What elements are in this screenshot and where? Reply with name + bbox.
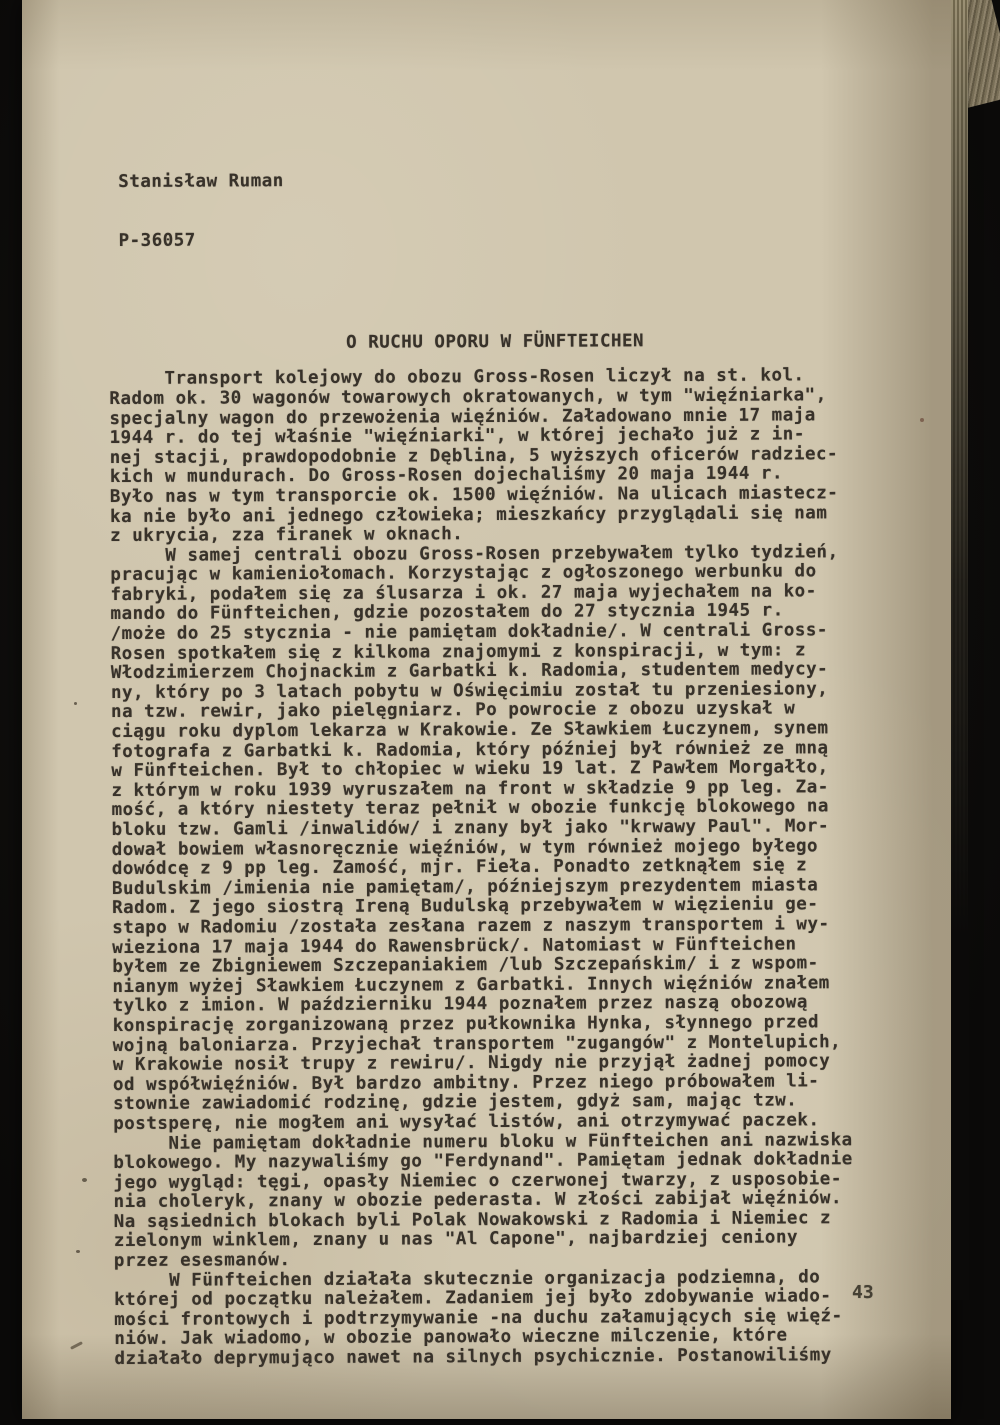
- paragraph-transport: Transport kolejowy do obozu Gross-Rosen liczył na st. kol. Radom ok. 30 wagonów towarowych okratowanych, w tym "więźniarka", specjalny wagon do przewożenia więźniów. Załadowano mnie 17 maja 1944 r. do tej właśnie "więźniarki", w której jechało już z in- nej stacji, prawdopodobnie z Dęblina, 5 wyższych oficerów radziec- kich w mundurach. Do Gross-Rosen dojechaliśmy 20 maja 1944 r. Było nas w tym transporcie ok. 1500 więźniów. Na ulicach miastecz- ka nie było ani jednego człowieka; mieszkańcy przyglądali się nam z ukrycia, zza firanek w oknach.: [109, 365, 839, 547]
- page-edge-shadow: [951, 0, 969, 1300]
- author-name: Stanisław Ruman: [118, 171, 284, 193]
- document-title: O RUCHU OPORU W FÜNFTEICHEN: [346, 330, 645, 353]
- reference-number: P-36057: [118, 230, 196, 251]
- margin-mark: [70, 1341, 83, 1350]
- typewritten-content: [108, 130, 886, 1370]
- document-page: [22, 0, 951, 1419]
- page-number: 43: [852, 1282, 874, 1303]
- speck-mark: [920, 418, 924, 422]
- document-body: [109, 366, 886, 1369]
- speck-mark: [74, 702, 77, 705]
- paragraph-gross-rosen: W samej centrali obozu Gross-Rosen przebywałem tylko tydzień, pracując w kamieniołomach. Korzystając z ogłoszonego werbunku do fabryki, podałem się za ślusarza i ok. 27 maja wyjechałem na ko- mando do Fünfteichen, gdzie pozostałem do 27 stycznia 1945 r. /może do 25 stycznia - nie pamiętam dokładnie/. W centrali Gross- Rosen spotkałem się z kilkoma znajomymi z konspiracji, w tym: z Włodzimierzem Chojnackim z Garbatki k. Radomia, studentem medycy- ny, który po 3 latach pobytu w Oświęcimiu został tu przeniesiony, na tzw. rewir, jako pielęgniarz. Po powrocie z obozu uzyskał w ciągu roku dyplom lekarza w Krakowie. Ze Sławkiem Łuczynem, synem fotografa z Garbatki k. Radomia, który później był również ze mną w Fünfteichen. Był to chłopiec w wieku 19 lat. Z Pawłem Morgałło, z którym w roku 1939 wyruszałem na front w składzie 9 pp leg. Za- mość, a który niestety teraz pełnił w obozie funkcję blokowego na bloku tzw. Gamli /inwalidów/ i znany był jako "krwawy Paul". Mor- dował bowiem własnoręcznie więźniów, w tym również mojego byłego dowódcę z 9 pp leg. Zamość, mjr. Fieła. Ponadto zetknąłem się z Budulskim /imienia nie pamiętam/, późniejszym prezydentem miasta Radom. Z jego siostrą Ireną Budulską przebywałem w więzieniu ge- stapo w Radomiu /została zesłana razem z naszym transportem i wy- wieziona 17 maja 1944 do Rawensbrück/. Natomiast w Fünfteichen byłem ze Zbigniewem Szczepaniakiem /lub Szczepańskim/ i z wspom- nianym wyżej Sławkiem Łuczynem z Garbatki. Innych więźniów znałem tylko z imion. W październiku 1944 poznałem przez naszą obozową konspirację zorganizowaną przez pułkownika Hynka, słynnego przed wojną baloniarza. Przyjechał transportem "zugangów" z Montelupich, w Krakowie nosił trupy z rewiru/. Nigdy nie przyjął żadnej pomocy od współwięźniów. Był bardzo ambitny. Przez niego próbowałem li- stownie zawiadomić rodzinę, gdzie jestem, gdyż sam, mając tzw. postsperę, nie mogłem ani wysyłać listów, ani otrzymywać paczek.: [110, 541, 842, 1134]
- speck-mark: [82, 1178, 87, 1182]
- document-header: [118, 130, 881, 291]
- paragraph-blokowy: Nie pamiętam dokładnie numeru bloku w Fünfteichen ani nazwiska blokowego. My nazywaliśmy go "Ferdynand". Pamiętam jednak dokładnie jego wygląd: tęgi, opasły Niemiec o czerwonej twarzy, z usposobie- nia choleryk, znany w obozie pederasta. W złości zabijał więźniów. Na sąsiednich blokach byli Polak Nowakowski z Radomia i Niemiec z zielonym winklem, znany u nas "Al Capone", najbardziej ceniony przez esesmanów.: [113, 1129, 853, 1272]
- speck-mark: [76, 1250, 80, 1253]
- paragraph-organizacja: W Fünfteichen działała skutecznie organizacja podziemna, do której od początku należałem. Zadaniem jej było zdobywanie wiado- mości frontowych i podtrzymywanie -na duchu załamujących się więź- niów. Jak wiadomo, w obozie panowało wieczne milczenie, które działało deprymująco nawet na silnych psychicznie. Postanowiliśmy: [113, 1266, 843, 1370]
